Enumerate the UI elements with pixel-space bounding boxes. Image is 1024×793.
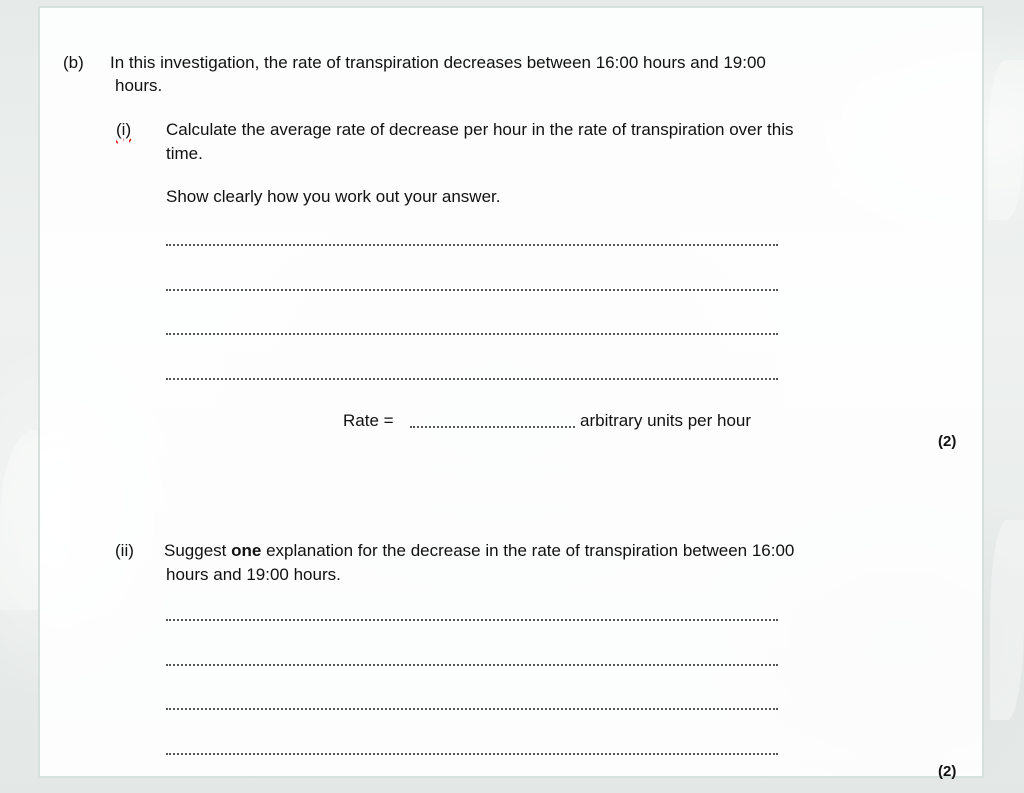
answer-line[interactable] bbox=[166, 333, 778, 335]
rate-answer-field[interactable] bbox=[410, 426, 575, 428]
answer-line[interactable] bbox=[166, 289, 778, 291]
part-i-instruction: Show clearly how you work out your answer. bbox=[166, 187, 501, 206]
part-ii-marks: (2) bbox=[938, 763, 957, 780]
part-i-label: (i) bbox=[116, 120, 132, 139]
answer-line[interactable] bbox=[166, 619, 778, 621]
part-b-text-line-1: In this investigation, the rate of transpiration decreases between 16:00 hours and 19:00 bbox=[110, 53, 766, 72]
part-i-marks: (2) bbox=[938, 433, 957, 450]
part-ii-label: (ii) bbox=[115, 541, 134, 560]
part-ii-text-line-1 bbox=[164, 539, 794, 562]
answer-line[interactable] bbox=[166, 664, 778, 666]
answer-line[interactable] bbox=[166, 378, 778, 380]
answer-line[interactable] bbox=[166, 708, 778, 710]
part-ii-text-line-2: hours and 19:00 hours. bbox=[166, 565, 341, 584]
part-i-text-line-1: Calculate the average rate of decrease per hour in the rate of transpiration over this bbox=[166, 120, 794, 139]
part-b-text-line-2: hours. bbox=[115, 76, 163, 95]
answer-line[interactable] bbox=[166, 244, 778, 246]
part-b-label: (b) bbox=[63, 53, 84, 72]
rate-units: arbitrary units per hour bbox=[580, 411, 752, 430]
background-leaf bbox=[990, 520, 1024, 720]
part-i-text-line-2: time. bbox=[166, 144, 203, 163]
rate-label: Rate = bbox=[343, 411, 394, 430]
background-leaf bbox=[988, 60, 1024, 220]
part-ii-suffix: explanation for the decrease in the rate of transpiration between 16:00 bbox=[266, 541, 795, 560]
answer-line[interactable] bbox=[166, 753, 778, 755]
part-ii-bold-word: one bbox=[231, 541, 262, 560]
part-ii-prefix: Suggest bbox=[164, 541, 227, 560]
